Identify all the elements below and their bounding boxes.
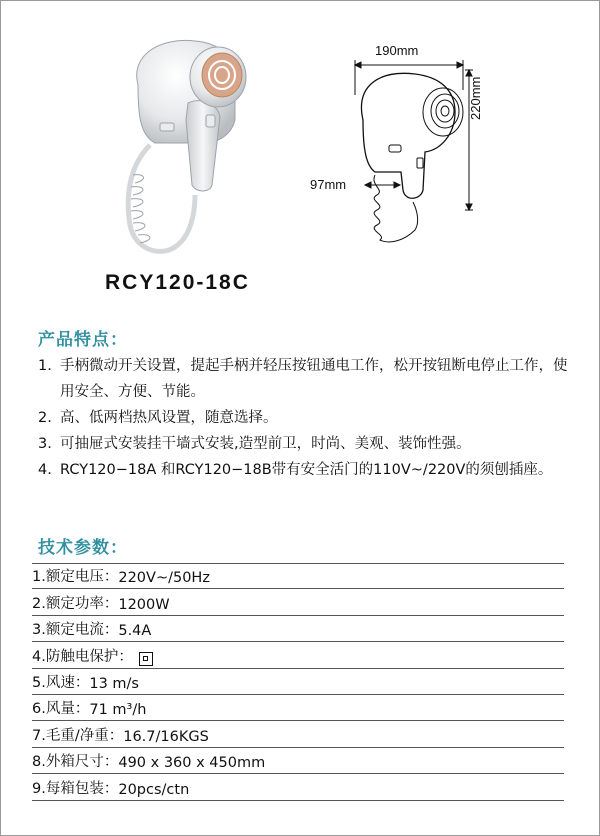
hair-dryer-photo — [100, 25, 280, 265]
spec-row — [32, 563, 564, 589]
depth-dimension: 97mm — [310, 177, 347, 192]
spec-label: 6.风量： — [32, 701, 90, 718]
spec-row — [32, 669, 564, 695]
spec-value: 16.7/16KGS — [123, 728, 209, 745]
spec-value: 1200W — [118, 596, 170, 613]
spec-row — [32, 616, 564, 642]
spec-row — [32, 721, 564, 747]
spec-label: 4.防触电保护： — [32, 648, 133, 665]
dimension-drawing — [305, 40, 495, 255]
width-dimension: 190mm — [375, 43, 419, 58]
spec-value: 20pcs/ctn — [118, 781, 190, 798]
spec-label: 8.外箱尺寸： — [32, 754, 119, 771]
spec-row — [32, 748, 564, 774]
specs-title: 技术参数： — [38, 538, 128, 558]
spec-value: 13 m/s — [89, 675, 139, 692]
spec-row — [32, 695, 564, 721]
spec-label: 2.额定功率： — [32, 595, 119, 612]
features-title: 产品特点： — [38, 330, 128, 350]
spec-value: 220V~/50Hz — [118, 570, 210, 587]
feature-item — [38, 405, 578, 431]
spec-value: 490 x 360 x 450mm — [118, 755, 266, 772]
spec-row — [32, 774, 564, 800]
model-number: RCY120-18C — [105, 271, 250, 294]
feature-text: 手柄微动开关设置，提起手柄并轻压按钮通电工作，松开按钮断电停止工作，使用安全、方便、节能。 — [60, 358, 568, 400]
spec-row — [32, 589, 564, 615]
spec-label: 3.额定电流： — [32, 622, 119, 639]
feature-text: 可抽屉式安装挂干墙式安装,造型前卫，时尚、美观、装饰性强。 — [60, 436, 471, 452]
spec-label: 1.额定电压： — [32, 569, 119, 586]
spec-label: 7.毛重/净重： — [32, 727, 124, 744]
height-dimension: 220mm — [468, 76, 483, 120]
feature-number: 2. — [38, 410, 52, 426]
features-list — [38, 353, 578, 483]
feature-number: 3. — [38, 436, 52, 452]
feature-number: 4. — [38, 462, 52, 478]
feature-number: 1. — [38, 358, 52, 374]
feature-item — [38, 353, 578, 405]
spec-row — [32, 642, 564, 668]
feature-item — [38, 457, 578, 483]
feature-text: 高、低两档热风设置，随意选择。 — [60, 410, 278, 426]
spec-label: 9.每箱包装： — [32, 780, 119, 797]
spec-value: 71 m³/h — [89, 702, 147, 719]
class-ii-double-square-icon — [139, 652, 153, 666]
feature-text: RCY120−18A 和RCY120−18B带有安全活门的110V~/220V的须刨插座。 — [60, 462, 553, 478]
feature-item — [38, 431, 578, 457]
spec-label: 5.风速： — [32, 674, 90, 691]
spec-value: 5.4A — [118, 623, 152, 640]
specs-table — [32, 563, 564, 801]
